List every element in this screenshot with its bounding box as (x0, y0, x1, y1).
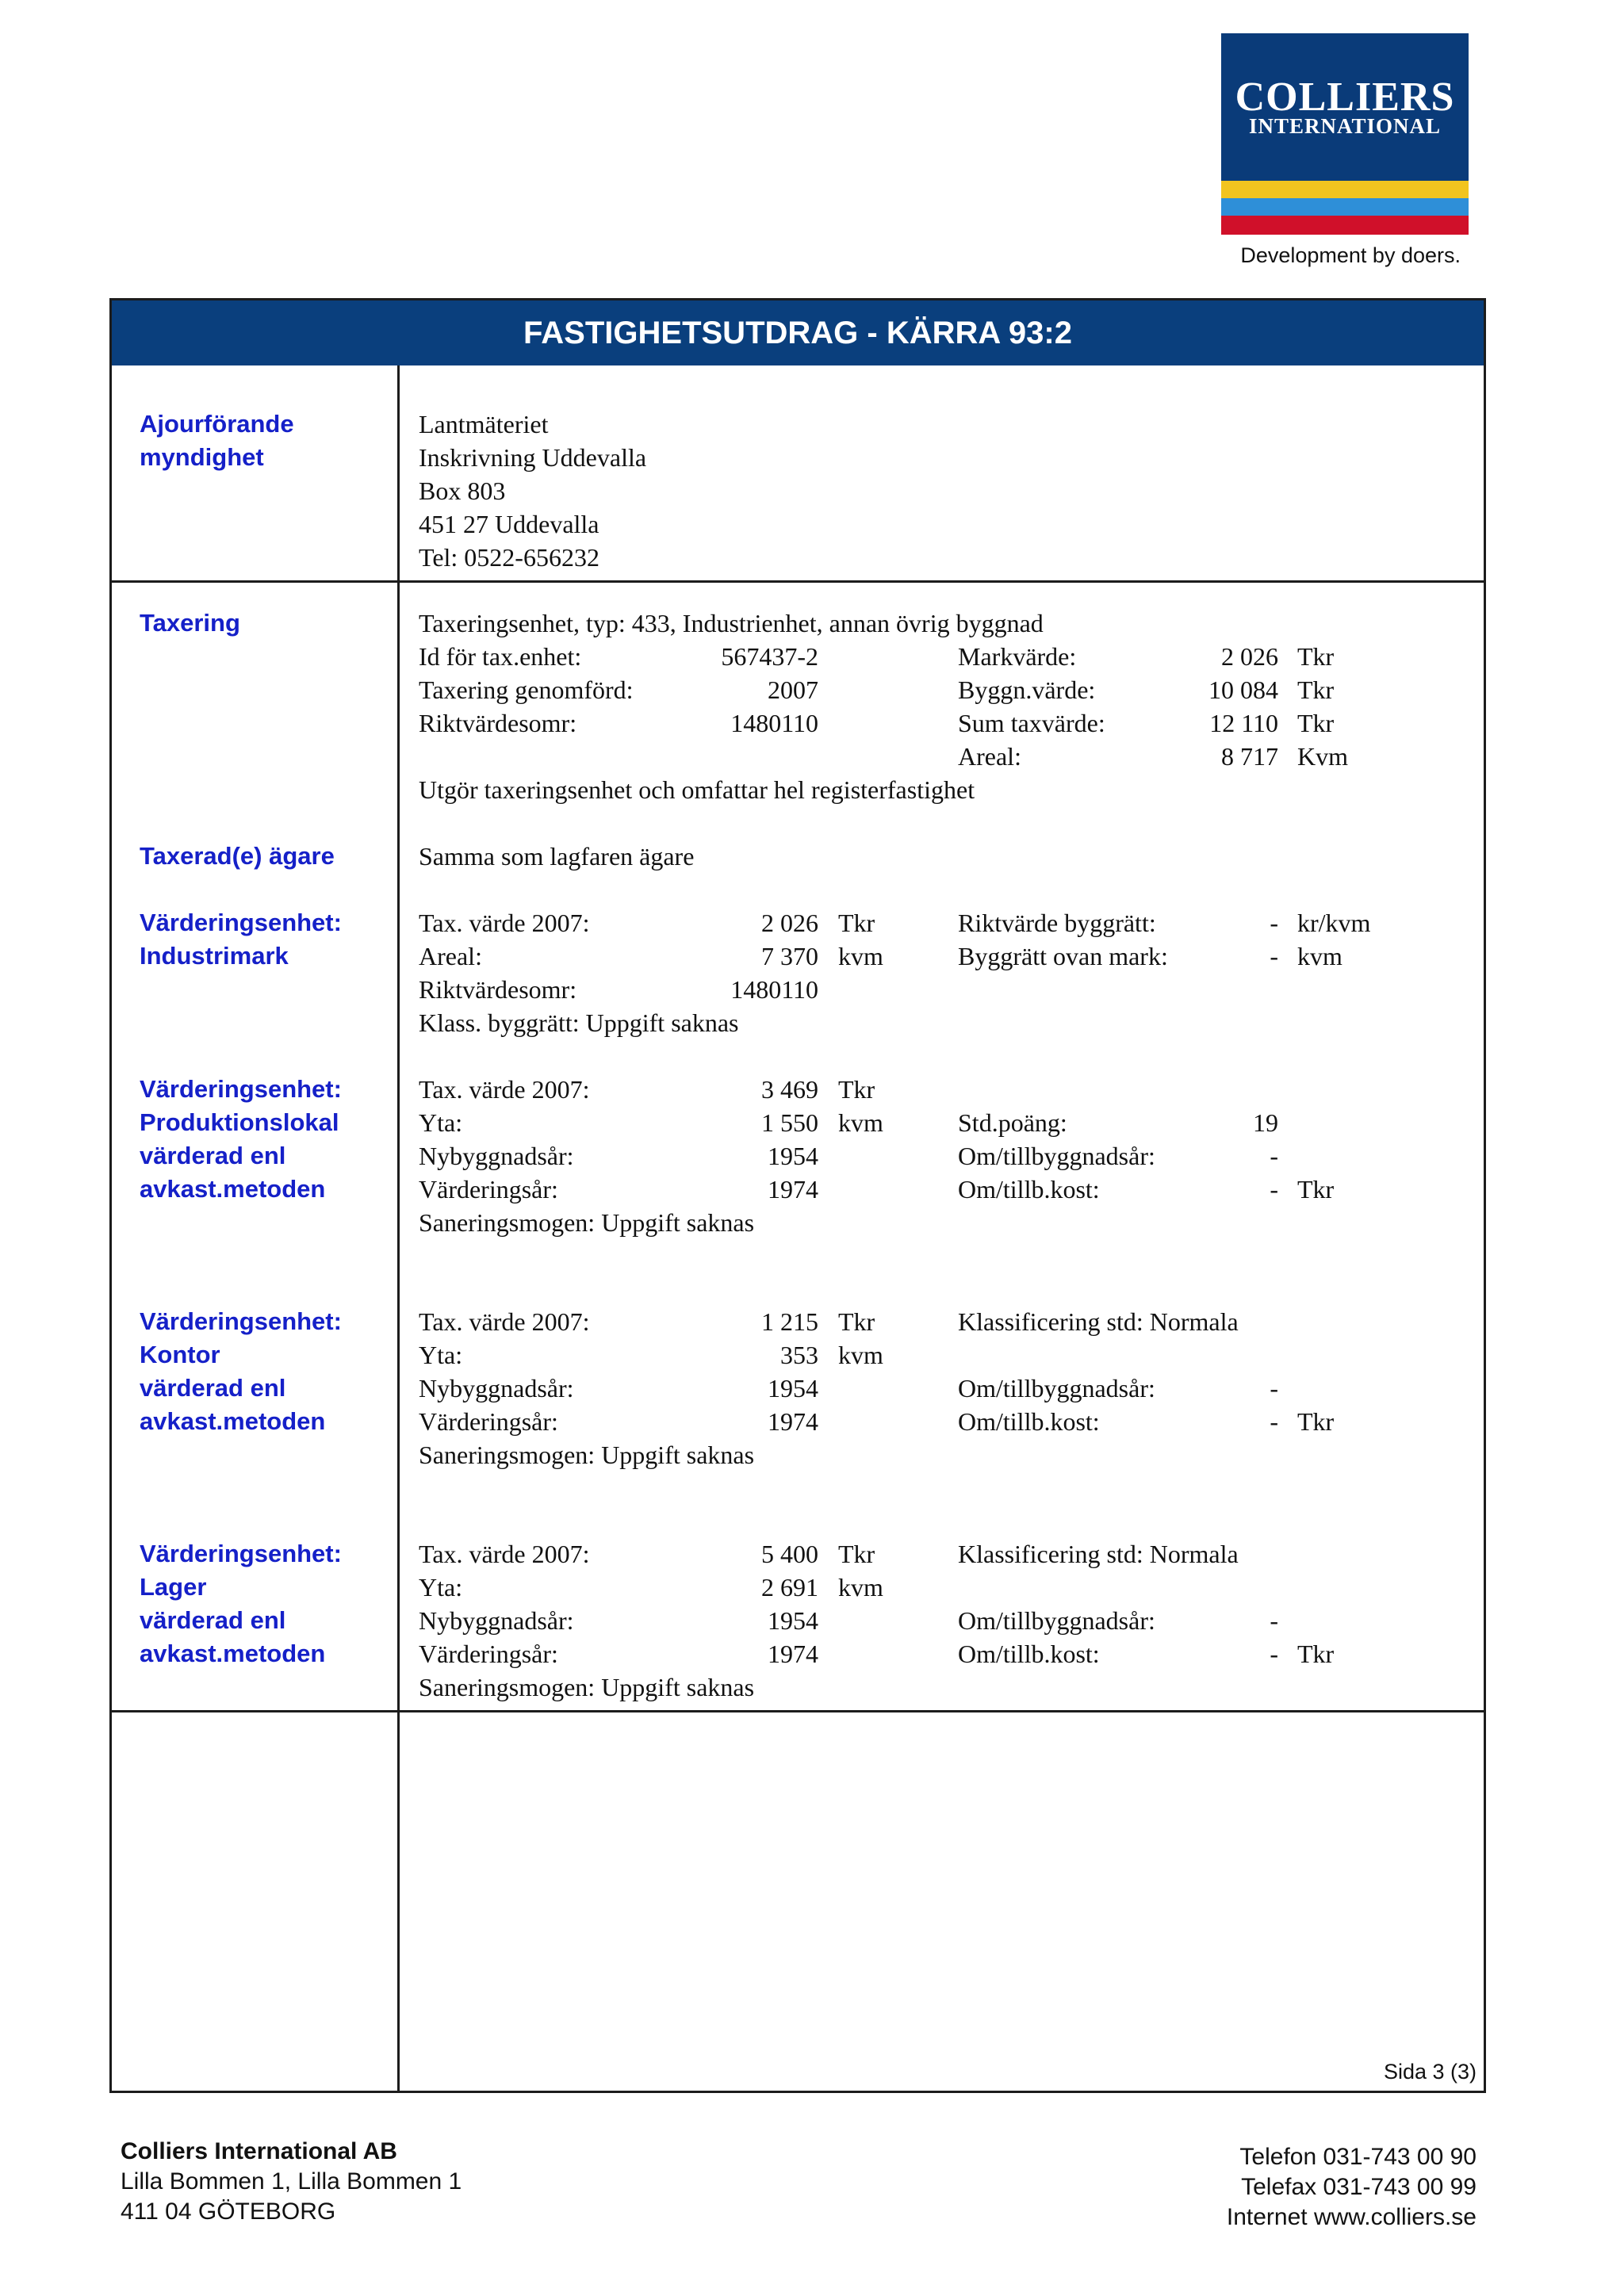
field-unit: Tkr (1297, 1175, 1335, 1203)
field-unit: Tkr (838, 1307, 875, 1336)
field-label: Tax. värde 2007: (419, 1075, 590, 1104)
footer-fax: Telefax 031-743 00 99 (1241, 2174, 1477, 2200)
field-value: 1974 (768, 1175, 818, 1203)
field-value: 1 550 (761, 1108, 818, 1137)
field-label: Om/tillb.kost: (958, 1407, 1100, 1436)
field-label: Värderingsår: (419, 1407, 558, 1436)
field-value: 1974 (768, 1407, 818, 1436)
field-value: 2 691 (761, 1573, 818, 1601)
taxering-note: Utgör taxeringsenhet och omfattar hel registerfastighet (419, 775, 975, 804)
field-unit: kvm (1297, 942, 1342, 970)
field-label: Yta: (419, 1108, 463, 1137)
column-divider (397, 365, 400, 2093)
label-kontor: Värderingsenhet: Kontor värderad enl avkast.metoden (140, 1307, 342, 1435)
field-value: 2007 (768, 675, 818, 704)
klass-byggratt: Klass. byggrätt: Uppgift saknas (419, 1008, 739, 1037)
label-produktionslokal: Värderingsenhet: Produktionslokal värderad enl avkast.metoden (140, 1075, 342, 1203)
label-myndighet: Ajourförande myndighet (140, 410, 294, 471)
field-label: Om/tillbyggnadsår: (958, 1142, 1155, 1170)
field-value: 567437-2 (721, 642, 818, 671)
field-value: 1480110 (730, 975, 818, 1004)
field-unit: kr/kvm (1297, 909, 1371, 937)
field-value: 1954 (768, 1374, 818, 1402)
field-value: - (1270, 1374, 1278, 1402)
field-label: Id för tax.enhet: (419, 642, 582, 671)
field-label: Om/tillb.kost: (958, 1175, 1100, 1203)
logo-text-international: INTERNATIONAL (1248, 114, 1442, 138)
field-unit: Tkr (1297, 1407, 1335, 1436)
myndighet-line: Inskrivning Uddevalla (419, 443, 647, 472)
field-value: 1 215 (761, 1307, 818, 1336)
field-label: Riktvärdesomr: (419, 709, 577, 737)
field-label: Sum taxvärde: (958, 709, 1105, 737)
field-label: Yta: (419, 1573, 463, 1601)
logo-stripe-blue (1221, 198, 1469, 216)
field-label: Nybyggnadsår: (419, 1142, 574, 1170)
field-unit: Tkr (838, 909, 875, 937)
klassificering: Klassificering std: Normala (958, 1307, 1239, 1336)
klassificering: Klassificering std: Normala (958, 1540, 1239, 1568)
logo-stripe-yellow (1221, 181, 1469, 198)
footer-web[interactable]: Internet www.colliers.se (1226, 2204, 1477, 2230)
field-label: Riktvärdesomr: (419, 975, 577, 1004)
field-unit: kvm (838, 1341, 883, 1369)
field-value: - (1270, 942, 1278, 970)
field-label: Tax. värde 2007: (419, 1540, 590, 1568)
footer-contact-info (1227, 2142, 1477, 2233)
field-unit: Tkr (838, 1540, 875, 1568)
field-label: Areal: (419, 942, 482, 970)
field-unit: Tkr (1297, 675, 1335, 704)
field-unit: Tkr (1297, 1640, 1335, 1668)
field-value: 353 (780, 1341, 818, 1369)
label-industrimark: Värderingsenhet: Industrimark (140, 909, 342, 970)
field-label: Nybyggnadsår: (419, 1374, 574, 1402)
sanering: Saneringsmogen: Uppgift saknas (419, 1441, 755, 1469)
divider (109, 580, 1486, 583)
field-unit: Tkr (1297, 709, 1335, 737)
field-value: 3 469 (761, 1075, 818, 1104)
field-label: Tax. värde 2007: (419, 909, 590, 937)
field-value: 10 084 (1208, 675, 1278, 704)
myndighet-line: Lantmäteriet (419, 410, 549, 438)
logo-stripe-red (1221, 216, 1469, 235)
field-value: - (1270, 1640, 1278, 1668)
field-value: 1954 (768, 1142, 818, 1170)
field-value: 1954 (768, 1606, 818, 1635)
field-label: Std.poäng: (958, 1108, 1067, 1137)
page-number: Sida 3 (3) (1383, 2060, 1477, 2084)
footer-phone: Telefon 031-743 00 90 (1239, 2144, 1477, 2170)
divider (109, 1710, 1486, 1712)
myndighet-line: 451 27 Uddevalla (419, 510, 599, 538)
field-value: 1480110 (730, 709, 818, 737)
field-value: 2 026 (761, 909, 818, 937)
label-agare: Taxerad(e) ägare (140, 842, 335, 870)
field-label: Tax. värde 2007: (419, 1307, 590, 1336)
field-unit: kvm (838, 1573, 883, 1601)
taxering-type: Taxeringsenhet, typ: 433, Industrienhet, annan övrig byggnad (419, 609, 1044, 637)
footer-company: Colliers International AB (121, 2138, 397, 2164)
field-value: 7 370 (761, 942, 818, 970)
field-label: Byggn.värde: (958, 675, 1096, 704)
field-unit: Tkr (838, 1075, 875, 1104)
field-value: - (1270, 1175, 1278, 1203)
field-value: 12 110 (1209, 709, 1278, 737)
field-label: Om/tillb.kost: (958, 1640, 1100, 1668)
field-value: 8 717 (1221, 742, 1278, 771)
field-label: Nybyggnadsår: (419, 1606, 574, 1635)
sanering: Saneringsmogen: Uppgift saknas (419, 1208, 755, 1237)
footer-address2: 411 04 GÖTEBORG (121, 2198, 336, 2225)
myndighet-line: Box 803 (419, 476, 506, 505)
logo-text-colliers: COLLIERS (1235, 75, 1455, 120)
field-label: Yta: (419, 1341, 463, 1369)
page-title: FASTIGHETSUTDRAG - KÄRRA 93:2 (112, 300, 1484, 365)
field-label: Om/tillbyggnadsår: (958, 1606, 1155, 1635)
field-label: Riktvärde byggrätt: (958, 909, 1156, 937)
agare-value: Samma som lagfaren ägare (419, 842, 695, 871)
label-taxering: Taxering (140, 609, 240, 637)
field-value: - (1270, 1407, 1278, 1436)
footer-company-info (121, 2137, 462, 2227)
field-label: Om/tillbyggnadsår: (958, 1374, 1155, 1402)
field-label: Areal: (958, 742, 1021, 771)
field-label: Värderingsår: (419, 1175, 558, 1203)
field-value: 1974 (768, 1640, 818, 1668)
field-value: - (1270, 1606, 1278, 1635)
colliers-logo (1221, 33, 1469, 235)
field-value: 2 026 (1221, 642, 1278, 671)
myndighet-line: Tel: 0522-656232 (419, 543, 599, 572)
field-label: Byggrätt ovan mark: (958, 942, 1168, 970)
field-label: Markvärde: (958, 642, 1077, 671)
field-label: Värderingsår: (419, 1640, 558, 1668)
footer-address1: Lilla Bommen 1, Lilla Bommen 1 (121, 2168, 462, 2195)
field-unit: kvm (838, 1108, 883, 1137)
field-value: - (1270, 909, 1278, 937)
field-label: Taxering genomförd: (419, 675, 634, 704)
field-unit: Tkr (1297, 642, 1335, 671)
field-value: 19 (1253, 1108, 1278, 1137)
field-unit: kvm (838, 942, 883, 970)
field-unit: Kvm (1297, 742, 1348, 771)
label-lager: Värderingsenhet: Lager värderad enl avkast.metoden (140, 1540, 342, 1667)
field-value: 5 400 (761, 1540, 818, 1568)
sanering: Saneringsmogen: Uppgift saknas (419, 1673, 755, 1701)
logo-tagline: Development by doers. (1240, 243, 1461, 267)
field-value: - (1270, 1142, 1278, 1170)
